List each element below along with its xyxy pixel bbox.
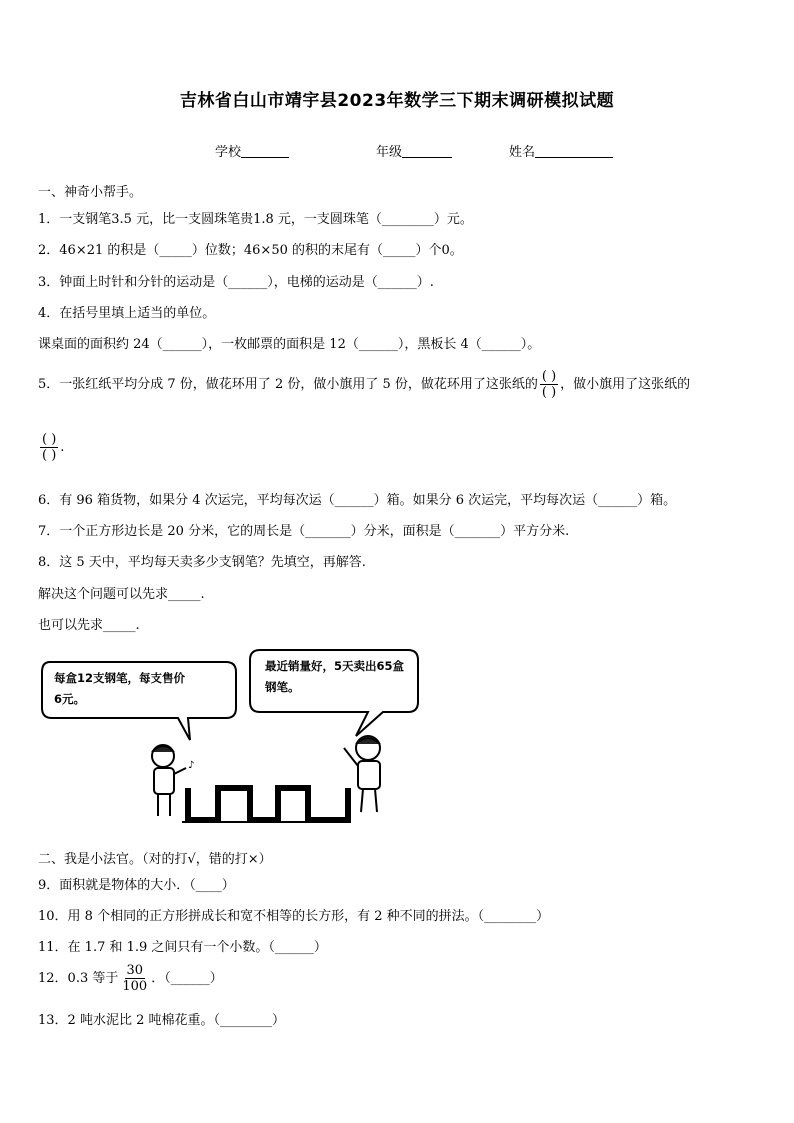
name-blank[interactable] [535,144,613,158]
school-blank[interactable] [241,144,289,158]
name-field [509,141,613,160]
question-5-continued [38,432,64,463]
child-figure-left [152,745,186,816]
bubble-right-line-2: 钢笔。 [265,680,300,694]
question-12-text-b: ．（______） [151,971,223,986]
question-5-end: . [60,440,65,455]
fraction-blank-1 [540,369,558,400]
music-note-icon: ♪ [188,760,195,771]
question-12-text-a: 12．0.3 等于 [38,971,119,986]
question-1: 1．一支钢笔3.5 元，比一支圆珠笔贵1.8 元，一支圆珠笔（________）元。 [38,212,473,227]
fraction-blank-2 [40,432,58,463]
question-5-text-b: ，做小旗用了这张纸的 [560,377,691,392]
question-9: 9．面积就是物体的大小．（____） [38,878,235,893]
school-label: 学校 [215,145,242,160]
bubble-right-text [265,656,404,698]
question-8: 8．这 5 天中，平均每天卖多少支钢笔？先填空，再解答. [38,555,366,570]
fraction-denominator: 100 [122,979,148,994]
fraction-numerator: ( ) [42,432,57,447]
grade-field [376,141,452,160]
question-4: 4．在括号里填上适当的单位。 [38,306,216,321]
question-4-detail: 课桌面的面积约 24（______），一枚邮票的面积是 12（______），黑板长 4（______）。 [38,337,541,352]
question-3: 3．钟面上时针和分针的运动是（______），电梯的运动是（______）. [38,275,434,290]
question-2: 2．46×21 的积是（_____）位数；46×50 的积的末尾有（_____）个0。 [38,243,463,258]
question-11: 11．在 1.7 和 1.9 之间只有一个小数。（______） [38,940,327,955]
pen-boxes [188,788,348,820]
grade-blank[interactable] [402,144,452,158]
question-13: 13．2 吨水泥比 2 吨棉花重。（________） [38,1013,285,1028]
bubble-left-text [54,668,185,710]
bubble-left-line-2: 6元。 [54,692,86,706]
question-8-part-a: 解决这个问题可以先求_____. [38,587,205,602]
question-12 [38,963,223,994]
question-6: 6．有 96 箱货物，如果分 4 次运完，平均每次运（______）箱。如果分 6 次运完，平均每次运（______）箱。 [38,493,677,508]
section2-heading: 二、我是小法官。（对的打√，错的打×） [38,852,272,867]
fraction-30-100 [120,963,149,994]
section1-heading: 一、神奇小帮手。 [38,185,143,200]
question-10: 10．用 8 个相同的正方形拼成长和宽不相等的长方形，有 2 种不同的拼法。（________） [38,909,550,924]
fraction-denominator: ( ) [541,385,557,400]
page-title: 吉林省白山市靖宇县2023年数学三下期末调研模拟试题 [179,91,615,111]
bubble-right-line-1: 最近销量好，5天卖出65盒 [265,659,405,673]
grade-label: 年级 [376,145,403,160]
question-5 [38,369,690,400]
fraction-numerator: ( ) [541,369,557,384]
bubble-left-line-1: 每盒12支钢笔，每支售价 [54,671,186,685]
question-8-part-b: 也可以先求_____. [38,618,140,633]
fraction-denominator: ( ) [42,448,57,463]
name-label: 姓名 [509,145,536,160]
question-5-text-a: 5．一张红纸平均分成 7 份，做花环用了 2 份，做小旗用了 5 份，做花环用了这张纸的 [38,377,538,392]
question-7: 7．一个正方形边长是 20 分米，它的周长是（_______）分米，面积是（_______）平方分米. [38,524,570,539]
school-field [215,141,289,160]
fraction-numerator: 30 [126,963,144,978]
